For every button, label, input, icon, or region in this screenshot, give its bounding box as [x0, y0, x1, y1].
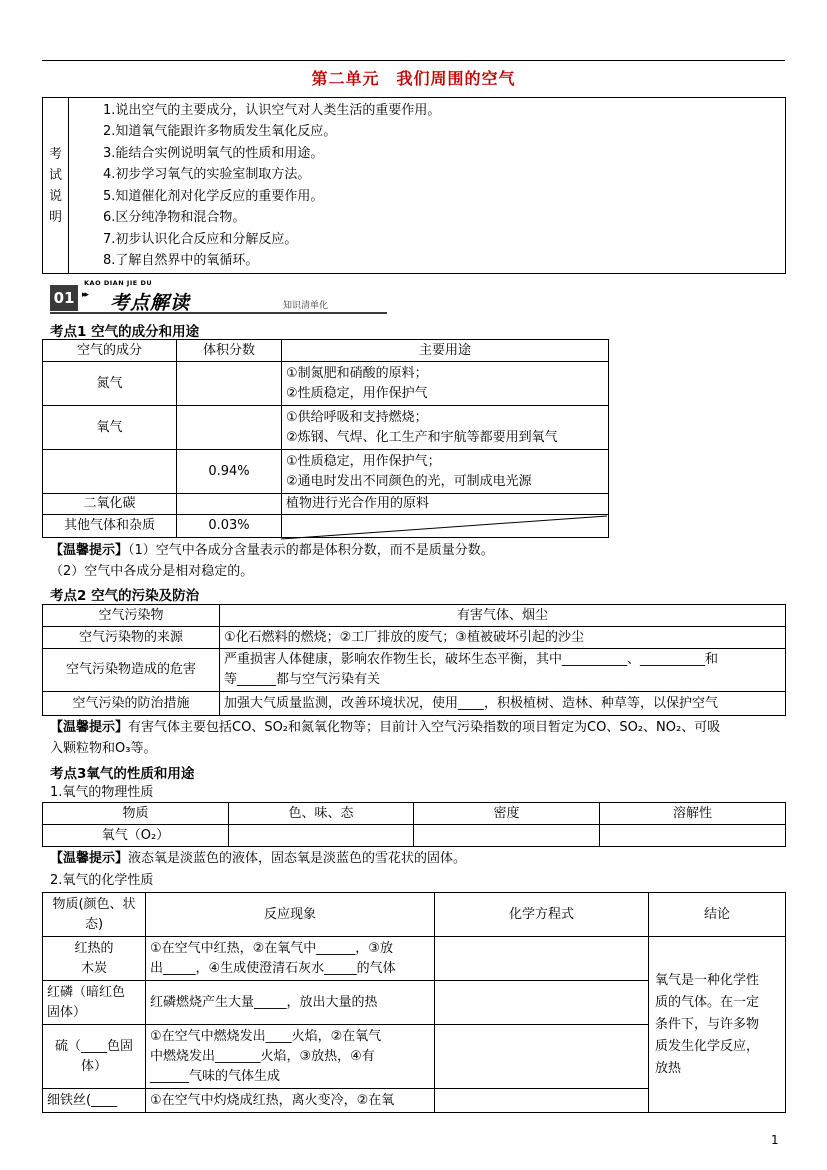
chem-substance-line: 体） — [80, 1058, 107, 1074]
exam-label-char: 试 — [48, 167, 62, 183]
banner-number: 01 — [50, 285, 78, 311]
kp1-use-line: ②通电时发出不同颜色的光，可制成电光源 — [286, 473, 532, 489]
kp2-content-line: 严重损害人体健康，影响农作物生长，破坏生态平衡，其中__________、__________和 — [224, 652, 719, 667]
kp1-use-line: ②性质稳定，用作保护气 — [286, 385, 428, 401]
kp1-use-line: ①供给呼吸和支持燃烧； — [286, 409, 428, 425]
exam-item: 1.说出空气的主要成分，认识空气对人类生活的重要作用。 — [103, 102, 441, 118]
chem-substance-line: 木炭 — [80, 960, 107, 976]
kp1-use-line: ①性质稳定，用作保护气； — [286, 453, 441, 469]
kp3-heading: 考点3氧气的性质和用途 — [50, 766, 195, 782]
kp2-row-content: 加强大气质量监测，改善环境状况，使用____，积极植树、造林、种草等，以保护空气 — [220, 692, 786, 716]
chem-phenomenon-line: ______气味的气体生成 — [150, 1068, 281, 1084]
kp2-row-name: 空气污染物的来源 — [43, 627, 220, 649]
chem-equation — [435, 1089, 649, 1113]
kp3-chemical-table — [42, 892, 786, 1113]
tip-label: 【温馨提示】 — [50, 720, 129, 735]
exam-item: 6.区分纯净物和混合物。 — [103, 210, 246, 225]
kp2-row-content — [220, 649, 786, 692]
chem-phenomenon — [146, 1025, 435, 1089]
chem-phenomenon-line: ①在空气中燃烧发出____火焰，②在氧气 — [150, 1028, 382, 1044]
exam-label-char: 考 — [48, 146, 62, 162]
kp1-gas-name: 氧气 — [43, 406, 177, 450]
banner-title: 考点解读 — [110, 292, 191, 314]
phys-header-cell: 密度 — [414, 803, 600, 825]
chem-header-cell: 反应现象 — [146, 893, 435, 937]
chem-conclusion-line: 氧气是一种化学性 — [655, 972, 760, 988]
exam-item: 4.初步学习氧气的实验室制取方法。 — [103, 167, 311, 182]
chem-substance-line: 红磷（暗红色 — [47, 984, 126, 1000]
exam-label-char: 明 — [48, 209, 62, 225]
exam-item: 2.知道氧气能跟许多物质发生氧化反应。 — [103, 124, 337, 139]
kp1-gas-name: 氮气 — [43, 362, 177, 406]
kp2-heading: 考点2 空气的污染及防治 — [50, 588, 200, 604]
phys-header-cell: 色、味、态 — [229, 803, 414, 825]
chem-header-cell: 结论 — [649, 893, 786, 937]
kp2-row-content: ①化石燃料的燃烧；②工厂排放的废气；③植被破坏引起的沙尘 — [220, 627, 786, 649]
kp2-header-cell: 有害气体、烟尘 — [220, 605, 786, 627]
chem-substance — [43, 981, 146, 1025]
chem-phenomenon-line: 中燃烧发出_______火焰，③放热，④有 — [150, 1048, 375, 1064]
phys-header-cell: 物质 — [43, 803, 229, 825]
phys-cell — [414, 825, 600, 847]
exam-label-char: 说 — [48, 188, 62, 204]
page-number: 1 — [771, 1133, 779, 1147]
kp2-table — [42, 604, 786, 716]
kp1-fraction: 0.94% — [177, 450, 282, 494]
kp1-fraction: 0.03% — [177, 515, 282, 538]
kp1-gas-name: 其他气体和杂质 — [43, 515, 177, 538]
phys-cell — [229, 825, 414, 847]
phys-cell: 氧气（O₂） — [43, 825, 229, 847]
kp1-tip-2: （2）空气中各成分是相对稳定的。 — [50, 564, 254, 579]
kp2-tip-2: 入颗粒物和O₃等。 — [50, 741, 157, 756]
chem-equation — [435, 1025, 649, 1089]
kp1-header-cell: 空气的成分 — [43, 340, 177, 362]
chem-phenomenon-line: 出_____，④生成使澄清石灰水_____的气体 — [150, 960, 396, 976]
chem-conclusion-line: 质发生化学反应， — [655, 1038, 760, 1054]
exam-item: 5.知道催化剂对化学反应的重要作用。 — [103, 188, 324, 204]
kp2-content-line: 等______都与空气污染有关 — [224, 672, 381, 687]
kp1-use-line: 植物进行光合作用的原料 — [286, 496, 430, 511]
chem-phenomenon — [146, 937, 435, 981]
chem-substance — [43, 1025, 146, 1089]
chem-conclusion-line: 条件下，与许多物 — [655, 1016, 760, 1032]
chem-conclusion — [649, 937, 786, 1113]
kp3-sub-chemical: 2.氧气的化学性质 — [50, 873, 154, 888]
kp1-header-cell: 主要用途 — [282, 340, 609, 362]
chem-substance: 细铁丝(____ — [43, 1089, 146, 1113]
tip-text: 有害气体主要包括CO、SO₂和氮氧化物等；目前计入空气污染指数的项目暂定为CO、SO₂、NO₂、可吸 — [128, 720, 721, 735]
kp1-tip-1 — [50, 541, 494, 560]
exam-item: 7.初步认识化合反应和分解反应。 — [103, 231, 298, 247]
chem-substance-line: 固体） — [47, 1004, 87, 1020]
tip-label: 【温馨提示】 — [50, 543, 129, 558]
banner-arrow-icon: ▸▸ — [82, 290, 88, 300]
kp2-row-name: 空气污染物造成的危害 — [43, 649, 220, 692]
kp2-row-name: 空气污染的防治措施 — [43, 692, 220, 716]
exam-item: 8.了解自然界中的氧循环。 — [103, 253, 259, 268]
kp3-physical-table — [42, 802, 786, 847]
kp1-header-cell: 体积分数 — [177, 340, 282, 362]
chem-phenomenon: ①在空气中灼烧成红热，离火变冷，②在氧 — [146, 1089, 435, 1113]
kp1-heading: 考点1 空气的成分和用途 — [50, 324, 200, 340]
kp1-use-line: ②炼钢、气焊、化工生产和宇航等都要用到氧气 — [286, 429, 558, 445]
exam-item: 3.能结合实例说明氧气的性质和用途。 — [103, 145, 324, 161]
chem-phenomenon: 红磷燃烧产生大量_____，放出大量的热 — [146, 981, 435, 1025]
kp1-use-line: ①制氮肥和硝酸的原料； — [286, 365, 428, 381]
banner-subtitle: 知识清单化 — [283, 301, 329, 311]
kp2-header-cell: 空气污染物 — [43, 605, 220, 627]
kp2-tip-1 — [50, 718, 720, 737]
page-title: 第二单元 我们周围的空气 — [311, 69, 516, 88]
kp3-tip — [50, 849, 466, 868]
chem-phenomenon-line: ①在空气中红热，②在氧气中______，③放 — [150, 940, 393, 956]
chem-substance-line: 硫（____色固 — [54, 1038, 133, 1054]
phys-header-cell: 溶解性 — [600, 803, 786, 825]
tip-label: 【温馨提示】 — [50, 851, 129, 866]
banner-pinyin: KAO DIAN JIE DU — [84, 279, 153, 287]
tip-text: （1）空气中各成分含量表示的都是体积分数，而不是质量分数。 — [128, 543, 494, 558]
kp1-gas-name: 二氧化碳 — [43, 494, 177, 515]
chem-substance — [43, 937, 146, 981]
kp3-sub-physical: 1.氧气的物理性质 — [50, 785, 154, 800]
chem-header-cell: 物质(颜色、状态) — [43, 893, 146, 937]
tip-text: 液态氧是淡蓝色的液体，固态氧是淡蓝色的雪花状的固体。 — [128, 851, 467, 866]
chem-substance-line: 红热的 — [74, 940, 114, 956]
chem-conclusion-line: 质的气体。在一定 — [655, 994, 760, 1010]
chem-equation — [435, 937, 649, 981]
chem-conclusion-line: 放热 — [655, 1060, 682, 1076]
chem-header-cell: 化学方程式 — [435, 893, 649, 937]
phys-cell — [600, 825, 786, 847]
chem-equation — [435, 981, 649, 1025]
